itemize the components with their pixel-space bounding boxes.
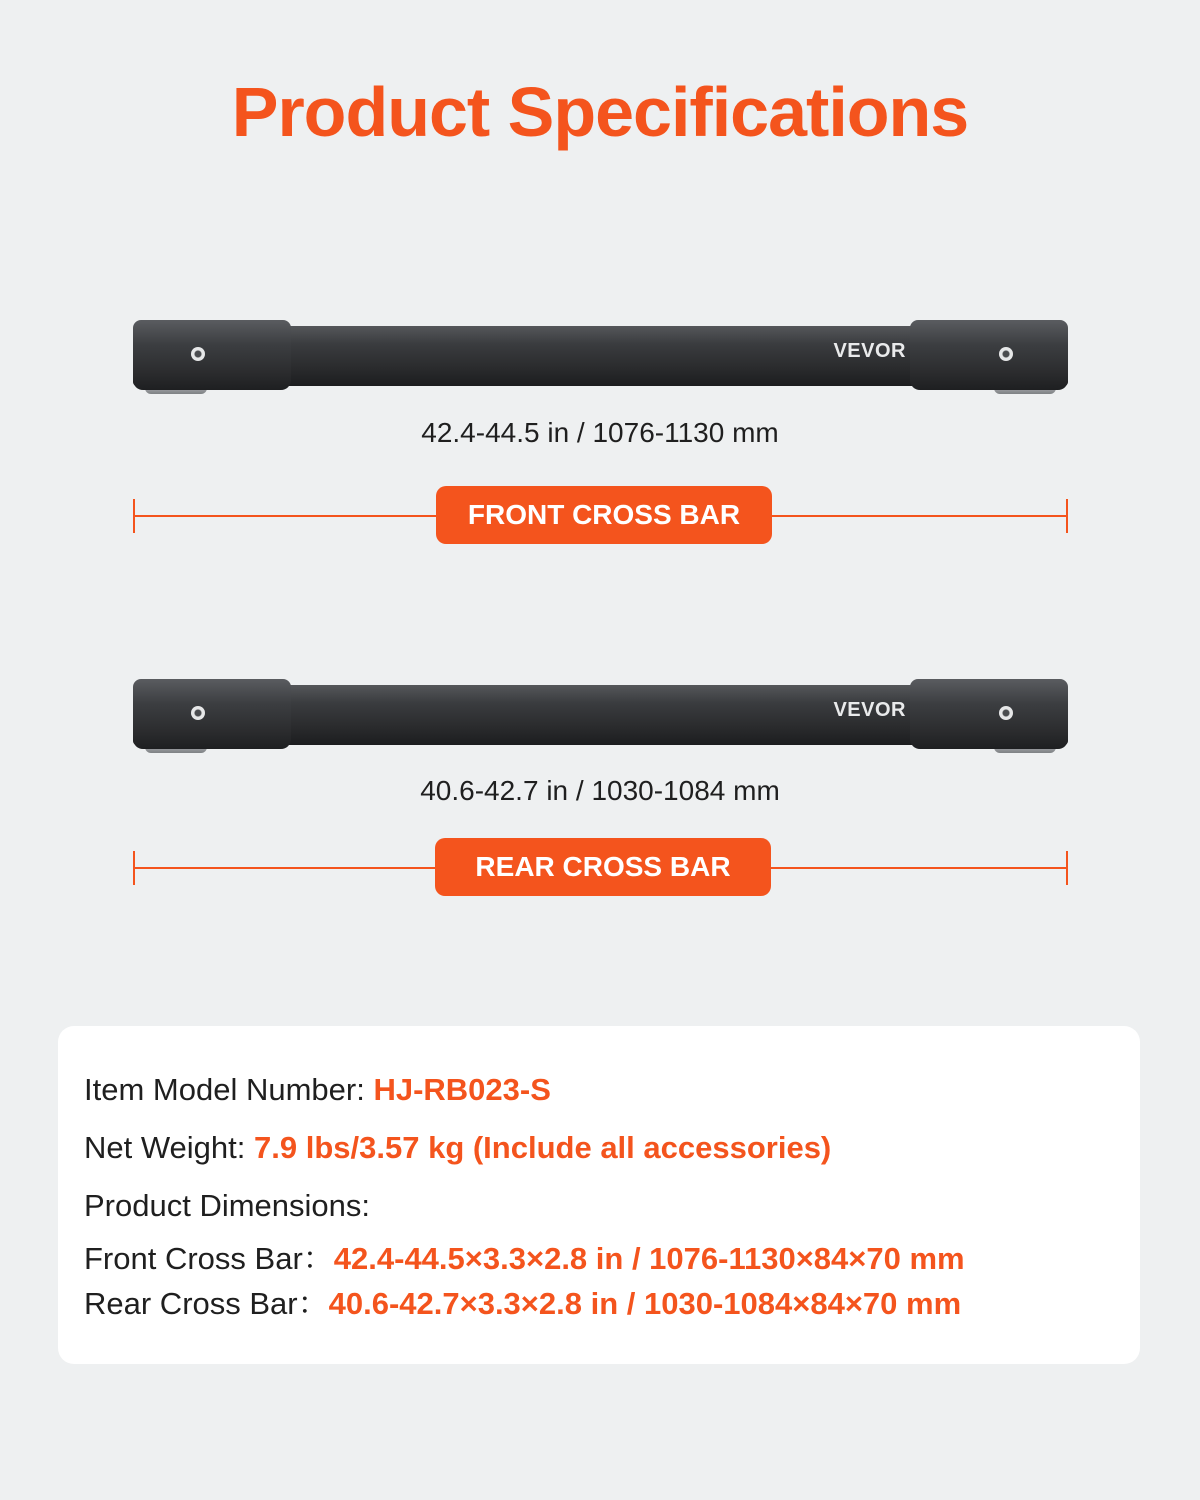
- model-number-value: HJ-RB023-S: [373, 1072, 551, 1107]
- net-weight-row: [84, 1130, 831, 1166]
- bolt-icon: [999, 347, 1013, 361]
- front-cross-bar-label: FRONT CROSS BAR: [436, 486, 772, 544]
- bar-end-cap-right: [910, 679, 1068, 749]
- dimensions-heading: Product Dimensions:: [84, 1188, 371, 1223]
- bar-end-cap-right: [910, 320, 1068, 390]
- model-number-row: [84, 1072, 551, 1108]
- front-cross-bar-image: [133, 320, 1068, 398]
- rear-dimensions-label: Rear Cross Bar：: [84, 1286, 329, 1321]
- bar-end-cap-left: [133, 679, 291, 749]
- net-weight-label: Net Weight:: [84, 1130, 255, 1165]
- rear-cross-bar-image: [133, 679, 1068, 757]
- brand-logo: VEVOR: [833, 699, 906, 721]
- net-weight-value: 7.9 lbs/3.57 kg (Include all accessories): [254, 1130, 832, 1165]
- dimension-tick-left: [133, 851, 135, 885]
- front-dimensions-value: 42.4-44.5×3.3×2.8 in / 1076-1130×84×70 mm: [333, 1241, 965, 1276]
- rear-bar-measurement: 40.6-42.7 in / 1030-1084 mm: [420, 775, 780, 806]
- rear-dimensions-value: 40.6-42.7×3.3×2.8 in / 1030-1084×84×70 mm: [328, 1286, 962, 1321]
- model-number-label: Item Model Number:: [84, 1072, 374, 1107]
- rear-dimensions-row: [84, 1278, 961, 1323]
- page-title: Product Specifications: [231, 73, 969, 151]
- bolt-icon: [999, 706, 1013, 720]
- dimension-tick-left: [133, 499, 135, 533]
- bolt-icon: [191, 706, 205, 720]
- brand-logo: VEVOR: [833, 340, 906, 362]
- bar-end-cap-left: [133, 320, 291, 390]
- bolt-icon: [191, 347, 205, 361]
- dimension-tick-right: [1066, 499, 1068, 533]
- dimension-tick-right: [1066, 851, 1068, 885]
- front-bar-measurement: 42.4-44.5 in / 1076-1130 mm: [421, 417, 779, 448]
- specs-card: [58, 1026, 1140, 1364]
- front-dimensions-label: Front Cross Bar：: [84, 1241, 334, 1276]
- front-dimensions-row: [84, 1233, 965, 1278]
- rear-cross-bar-label: REAR CROSS BAR: [435, 838, 771, 896]
